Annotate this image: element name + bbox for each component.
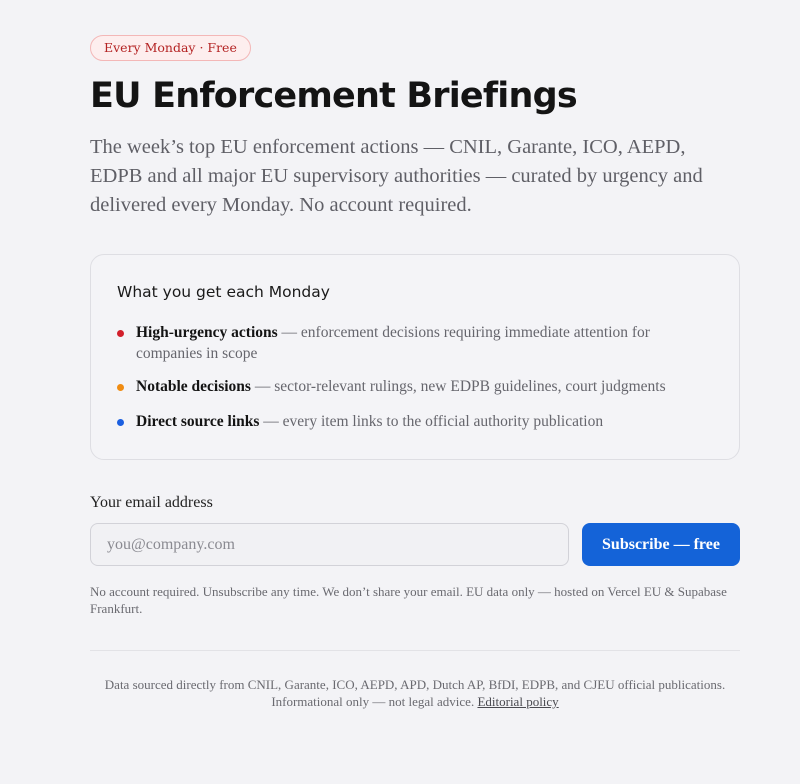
feature-label: Direct source links [136, 413, 260, 430]
blue-dot-icon [117, 419, 124, 426]
footer-note [90, 676, 740, 710]
divider [90, 650, 740, 651]
features-card-title: What you get each Monday [117, 283, 330, 301]
red-dot-icon [117, 330, 124, 337]
feature-label: Notable decisions [136, 378, 251, 395]
feature-item-source-links [117, 411, 717, 432]
privacy-note: No account required. Unsubscribe any time. We don’t share your email. EU data only — hosted on Vercel EU & Supabase Frankfurt. [90, 584, 727, 616]
feature-label: High-urgency actions [136, 324, 278, 341]
page-description: The week’s top EU enforcement actions — CNIL, Garante, ICO, AEPD, EDPB and all major EU supervisory authorities — curated by urgency and delivered every Monday. No account required. [90, 136, 703, 216]
schedule-badge: Every Monday · Free [90, 35, 251, 61]
feature-item-notable-decisions [117, 376, 717, 397]
subscribe-button[interactable]: Subscribe — free [582, 523, 740, 566]
feature-description: — every item links to the official authority publication [259, 413, 604, 430]
email-input[interactable] [90, 523, 569, 566]
editorial-policy-link[interactable]: Editorial policy [477, 694, 559, 709]
footer-text: Data sourced directly from CNIL, Garante, ICO, AEPD, APD, Dutch AP, BfDI, EDPB, and CJEU official publications. Informational only — not legal advice. [104, 677, 726, 709]
email-label: Your email address [90, 494, 213, 511]
feature-description: — enforcement decisions requiring immediate attention for companies in scope [136, 324, 650, 362]
feature-description: — sector-relevant rulings, new EDPB guidelines, court judgments [250, 378, 666, 395]
orange-dot-icon [117, 384, 124, 391]
page-title: EU Enforcement Briefings [90, 76, 577, 116]
features-card [90, 254, 740, 460]
feature-item-high-urgency [117, 322, 717, 364]
